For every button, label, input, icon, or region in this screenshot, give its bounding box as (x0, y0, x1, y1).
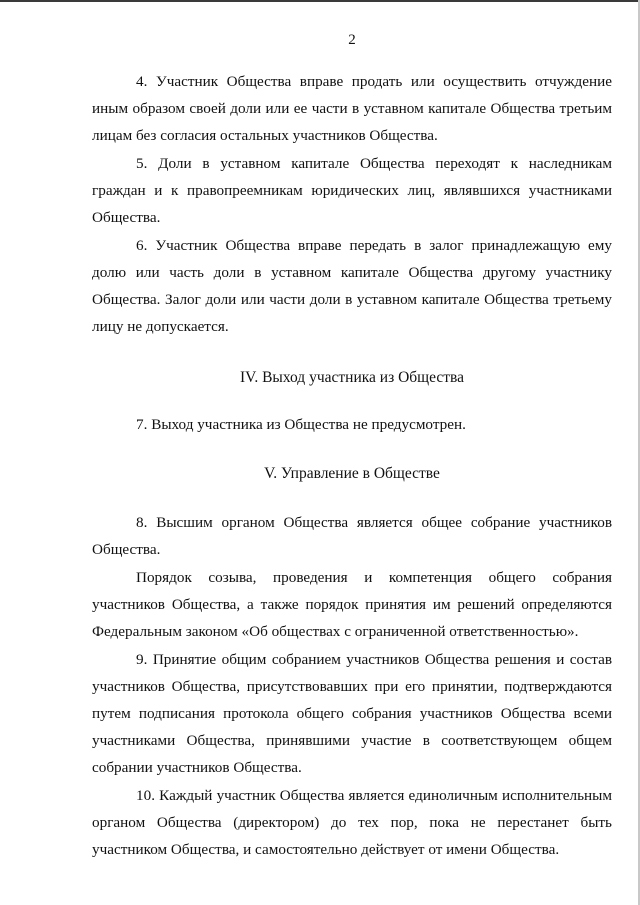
clause-10: 10. Каждый участник Общества является единоличным исполнительным органом Общества (директором) до тех пор, пока не перестанет быть участником Общества, и самостоятельно действует от имени Общества. (92, 787, 612, 858)
clause-9: 9. Принятие общим собранием участников Общества решения и состав участников Общества, присутствовавших при его принятии, подтверждаются путем подписания протокола общего собрания участников Общества всеми участниками Общества, принявшими участие в соответствующем общем собрании участников Общества. (92, 651, 612, 776)
section-heading-iv: IV. Выход участника из Общества (239, 369, 465, 386)
section-heading-v: V. Управление в Обществе (264, 465, 440, 482)
scan-edge-top (0, 0, 640, 2)
clause-5: 5. Доли в уставном капитале Общества переходят к наследникам граждан и к правопреемникам юридических лиц, являвшихся участниками Общества. (92, 155, 612, 226)
clause-6: 6. Участник Общества вправе передать в залог принадлежащую ему долю или часть доли в уставном капитале Общества другому участнику Общества. Залог доли или части доли в уставном капитале Общества третьему лицу не допускается. (92, 237, 612, 335)
clause-8-procedure: Порядок созыва, проведения и компетенция общего собрания участников Общества, а также порядок принятия им решений определяются Федеральным законом «Об обществах с ограниченной ответственностью». (92, 569, 612, 640)
clause-8: 8. Высшим органом Общества является общее собрание участников Общества. (92, 514, 612, 558)
clause-7: 7. Выход участника из Общества не предусмотрен. (136, 416, 466, 433)
clause-4: 4. Участник Общества вправе продать или осуществить отчуждение иным образом своей доли или ее части в уставном капитале Общества третьим лицам без согласия остальных участников Общества. (92, 73, 612, 144)
page-number: 2 (348, 32, 356, 48)
document-page (92, 30, 612, 863)
